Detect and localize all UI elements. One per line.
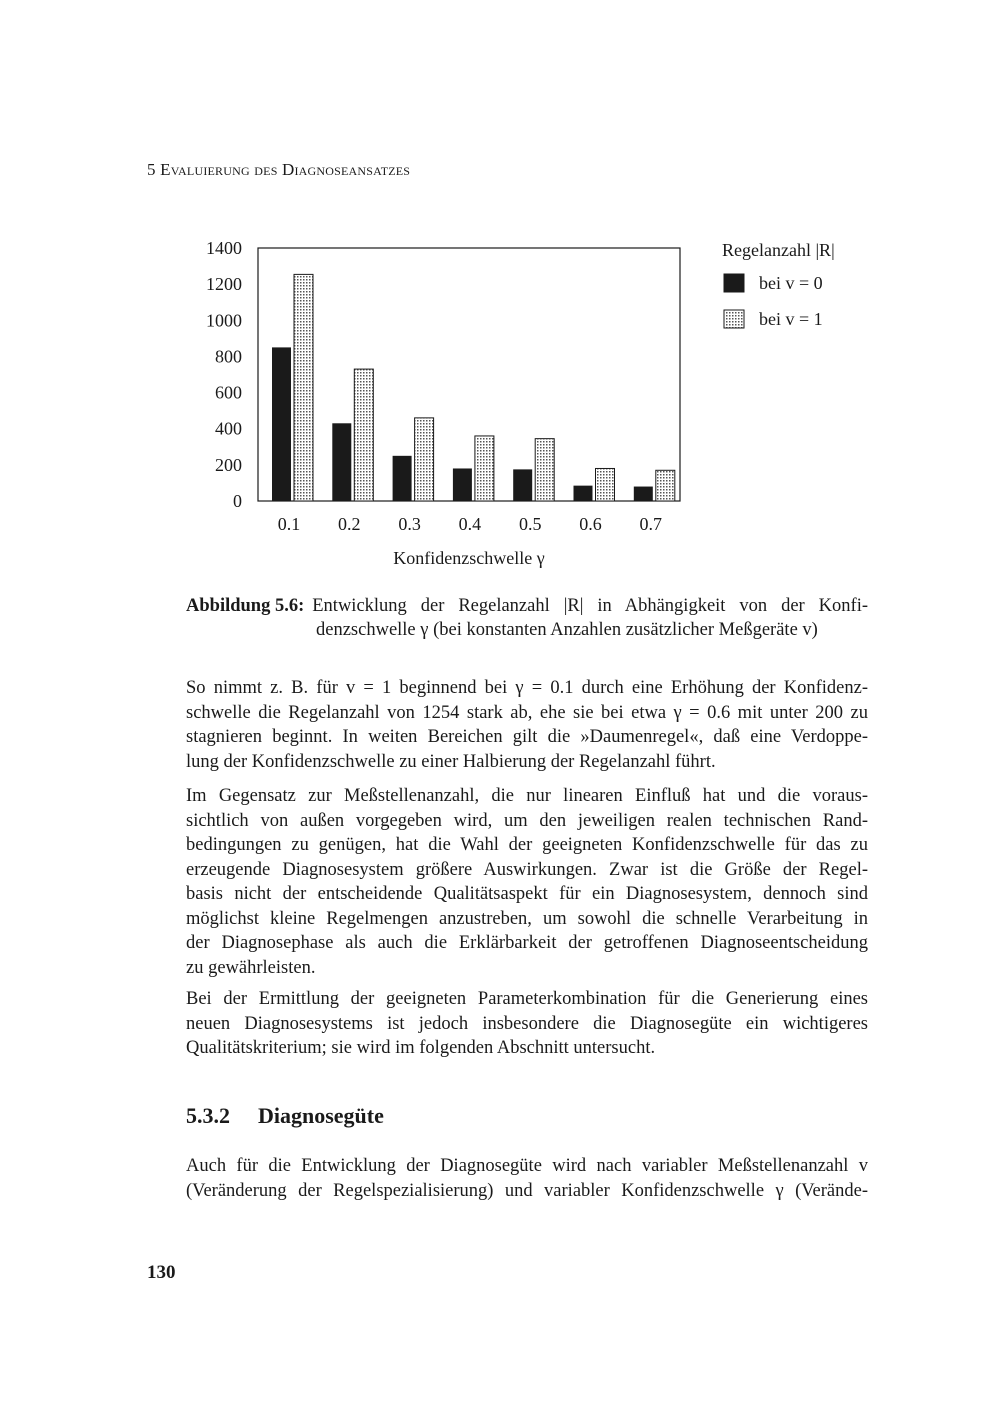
- text-line: schwelle die Regelanzahl von 1254 stark ab, ehe sie bei etwa γ = 0.6 mit unter 200 zu: [186, 702, 868, 723]
- y-tick-label: 1200: [206, 274, 242, 295]
- section-number: 5.3.2: [186, 1103, 230, 1128]
- text-line: Im Gegensatz zur Meßstellenanzahl, die nur linearen Einfluß hat und die voraus-: [186, 786, 868, 806]
- legend-title: Regelanzahl |R|: [722, 240, 835, 260]
- plot-frame: [258, 248, 680, 501]
- bar-v1: [535, 439, 554, 501]
- text-line: zu gewährleisten.: [186, 957, 316, 978]
- y-tick-label: 0: [233, 491, 242, 511]
- bar-v0: [332, 423, 351, 501]
- text-line: So nimmt z. B. für v = 1 beginnend bei γ = 0.1 durch eine Erhöhung der Konfidenz-: [186, 678, 868, 698]
- bar-v1: [596, 468, 615, 501]
- x-tick-label: 0.2: [338, 514, 361, 534]
- section-heading: [186, 1103, 384, 1129]
- section-title: Diagnosegüte: [258, 1103, 384, 1128]
- bar-v1: [656, 470, 675, 501]
- bar-v0: [513, 469, 532, 501]
- paragraph-2: [186, 784, 868, 980]
- legend-swatch-v0: [724, 274, 744, 292]
- text-line: stagnieren beginnt. In weiten Bereichen gilt die »Daumenregel«, daß eine Verdoppe-: [186, 727, 868, 747]
- text-line: Bei der Ermittlung der geeigneten Parameterkombination für die Generierung eines: [186, 989, 868, 1009]
- caption-line-2: denzschwelle γ (bei konstanten Anzahlen zusätzlicher Meßgeräte v): [316, 620, 818, 640]
- legend-label-v1: bei v = 1: [759, 309, 823, 329]
- running-head: 5 Evaluierung des Diagnoseansatzes: [147, 160, 411, 179]
- paragraph-1: [186, 676, 868, 774]
- x-tick-label: 0.6: [579, 514, 602, 534]
- x-axis-label: Konfidenzschwelle γ: [393, 548, 545, 568]
- text-line: Auch für die Entwicklung der Diagnosegüte wird nach variabler Meßstellenanzahl v: [186, 1156, 868, 1176]
- bar-v1: [294, 274, 313, 501]
- x-tick-label: 0.5: [518, 514, 542, 534]
- bar-v1: [415, 418, 434, 501]
- x-tick-label: 0.3: [398, 514, 421, 534]
- paragraph-3: [186, 987, 868, 1061]
- text-line: der Diagnosephase als auch die Erklärbarkeit der getroffenen Diagnoseentscheidung: [186, 933, 868, 953]
- text-line: bedingungen zu genügen, hat die Wahl der geeigneten Konfidenzschwelle für das zu: [186, 835, 868, 855]
- paragraph-4: [186, 1154, 868, 1203]
- page-number: 130: [147, 1262, 176, 1283]
- y-tick-label: 800: [215, 346, 242, 367]
- x-tick-label: 0.7: [639, 514, 663, 534]
- bar-v0: [634, 487, 653, 501]
- bar-v0: [574, 486, 593, 501]
- text-line: basis nicht der entscheidende Qualitätsaspekt für ein Diagnosesystem, dennoch sind: [186, 884, 868, 904]
- bar-v0: [393, 456, 412, 501]
- legend-swatch-v1: [724, 310, 744, 328]
- bar-v1: [475, 436, 494, 501]
- caption-label: Abbildung 5.6:: [186, 596, 305, 616]
- bar-v0: [272, 347, 291, 501]
- text-line: lung der Konfidenzschwelle zu einer Halbierung der Regelanzahl führt.: [186, 751, 716, 772]
- figure-caption: [186, 594, 868, 642]
- text-line: möglichst kleine Regelmengen anzustreben, um sowohl die schnelle Verarbeitung in: [186, 908, 868, 929]
- text-line: neuen Diagnosesystems ist jedoch insbesondere die Diagnosegüte ein wichtigeres: [186, 1013, 868, 1034]
- text-line: sichtlich von außen vorgegeben wird, um den jeweiligen realen technischen Rand-: [186, 810, 868, 831]
- text-line: erzeugende Diagnosesystem größere Auswirkungen. Zwar ist die Größe der Regel-: [186, 859, 868, 880]
- x-tick-label: 0.1: [277, 514, 301, 534]
- y-tick-label: 1400: [206, 238, 242, 258]
- y-tick-label: 1000: [206, 310, 242, 331]
- text-line: (Veränderung der Regelspezialisierung) und variabler Konfidenzschwelle γ (Verände-: [186, 1180, 868, 1201]
- y-tick-label: 600: [215, 382, 242, 403]
- legend-label-v0: bei v = 0: [759, 273, 823, 293]
- text-line: Qualitätskriterium; sie wird im folgenden Abschnitt untersucht.: [186, 1038, 656, 1058]
- bar-v1: [354, 369, 373, 501]
- bar-v0: [453, 468, 472, 501]
- bar-chart: [0, 225, 1000, 585]
- y-tick-label: 400: [215, 418, 242, 439]
- caption-line-1: Entwicklung der Regelanzahl |R| in Abhängigkeit von der Konfi-: [312, 596, 868, 616]
- x-tick-label: 0.4: [458, 514, 482, 534]
- y-tick-label: 200: [215, 454, 242, 475]
